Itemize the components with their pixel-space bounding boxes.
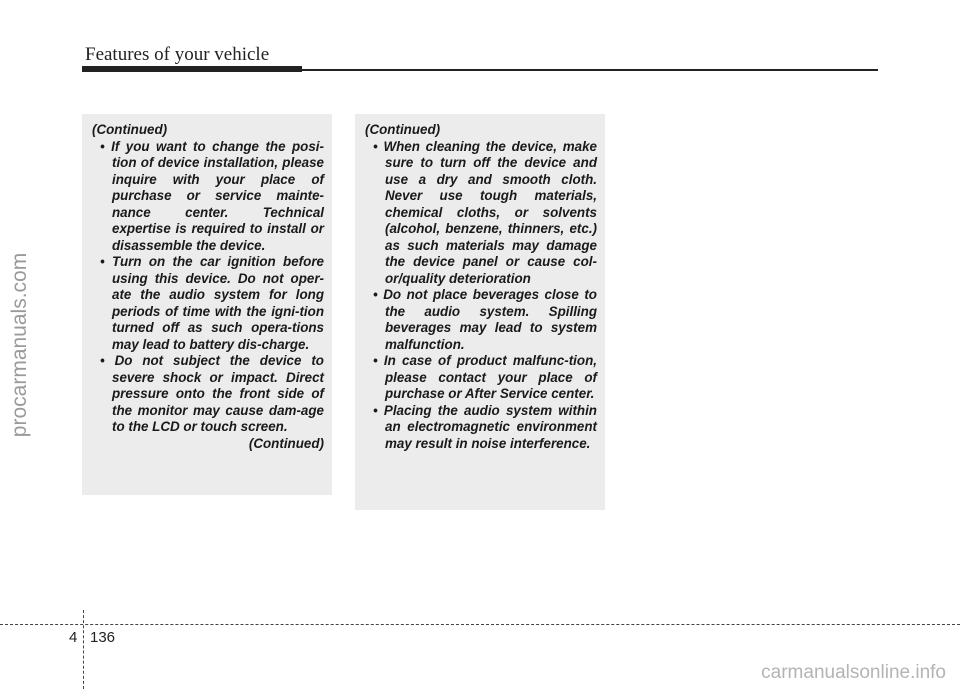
caution-box-left — [82, 114, 332, 495]
bullet-item: • Do not subject the device to severe shock or impact. Direct pressure onto the front side of the monitor may cause dam-age to the LCD or touch screen. — [92, 353, 324, 436]
caution-box-right — [355, 114, 605, 510]
bullet-item: • Do not place beverages close to the audio system. Spilling beverages may lead to system malfunction. — [365, 287, 597, 353]
bullet-item: • In case of product malfunc-tion, please contact your place of purchase or After Service center. — [365, 353, 597, 403]
bullet-item: • Turn on the car ignition before using this device. Do not oper-ate the audio system for long periods of time with the igni-tion turned off as such opera-tions may lead to battery dis-charge. — [92, 254, 324, 353]
page-header-title: Features of your vehicle — [85, 44, 270, 65]
bullet-item: • When cleaning the device, make sure to turn off the device and use a dry and smooth cloth. Never use tough materials, chemical cloths, or solvents (alcohol, benzene, thinners, etc.) as such materials may damage the device panel or cause col-or/quality deterioration — [365, 139, 597, 288]
bottom-watermark: carmanualsonline.info — [761, 662, 946, 683]
footer-dashed-rule — [0, 624, 960, 625]
continued-label-top: (Continued) — [92, 122, 168, 137]
continued-label-top: (Continued) — [365, 122, 441, 137]
header-thin-rule — [302, 69, 878, 71]
side-watermark — [2, 0, 38, 689]
chapter-number: 4 — [69, 629, 78, 646]
bullet-item: • Placing the audio system within an electromagnetic environment may result in noise interference. — [365, 403, 597, 453]
footer-dashed-divider — [83, 610, 84, 689]
side-watermark-text: procarmanuals.com — [8, 252, 31, 438]
bullet-item: • If you want to change the posi-tion of device installation, please inquire with your place of purchase or service mainte-nance center. Technical expertise is required to install or disassemble the device. — [92, 139, 324, 255]
page-number: 136 — [90, 629, 116, 646]
header-thick-rule — [82, 66, 302, 72]
continued-label-bottom: (Continued) — [248, 435, 324, 451]
